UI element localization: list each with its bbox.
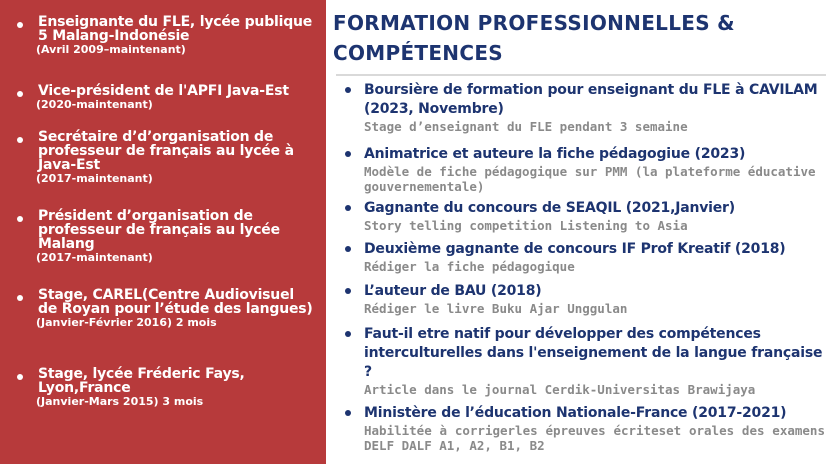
formation-item <box>345 325 825 397</box>
experience-title: Secrétaire d’d’organisation de professeur de français au lycée à Java-Est <box>38 129 294 173</box>
section-title: FORMATION PROFESSIONNELLES & COMPÉTENCES <box>333 11 735 65</box>
experience-period: (2020-maintenant) <box>36 98 153 111</box>
experience-period: (Janvier-Mars 2015) 3 mois <box>36 395 204 408</box>
experience-period: (2017-maintenant) <box>36 251 153 264</box>
bullet-icon <box>17 137 23 143</box>
formation-detail: Story telling competition Listening to Asia <box>364 218 688 233</box>
experience-period: (Avril 2009–maintenant) <box>36 43 186 56</box>
formation-detail: Article dans le journal Cerdik-Universitas Brawijaya <box>364 382 756 397</box>
formation-title: Ministère de l’éducation Nationale-France (2017-2021) <box>364 405 787 421</box>
formation-item <box>345 81 825 134</box>
formation-title: Animatrice et auteure la fiche pédagogiue (2023) <box>364 146 746 162</box>
experience-title: Vice-président de l'APFI Java-Est <box>38 83 289 99</box>
formation-detail: Modèle de fiche pédagogique sur PMM (la plateforme éducative gouvernementale) <box>364 164 816 194</box>
formation-detail: Rédiger le livre Buku Ajar Unggulan <box>364 301 628 316</box>
bullet-icon <box>345 246 351 252</box>
experience-item <box>17 209 317 265</box>
formation-title: L’auteur de BAU (2018) <box>364 283 542 299</box>
experience-item <box>17 15 317 57</box>
formation-item <box>345 199 825 233</box>
bullet-icon <box>345 410 351 416</box>
bullet-icon <box>17 374 23 380</box>
bullet-icon <box>345 288 351 294</box>
bullet-icon <box>17 295 23 301</box>
formation-panel <box>326 0 836 464</box>
divider <box>336 74 826 76</box>
experience-title: Président d’organisation de professeur de français au lycée Malang <box>38 208 280 252</box>
experience-title: Stage, lycée Fréderic Fays, Lyon,France <box>38 366 245 396</box>
experience-title: Enseignante du FLE, lycée publique 5 Malang-Indonésie <box>38 14 313 44</box>
bullet-icon <box>17 22 23 28</box>
experience-item <box>17 84 317 112</box>
experience-panel <box>0 0 326 464</box>
formation-title: Deuxième gagnante de concours IF Prof Kreatif (2018) <box>364 241 786 257</box>
formation-item <box>345 404 825 453</box>
bullet-icon <box>345 87 351 93</box>
experience-title: Stage, CAREL(Centre Audiovisuel de Royan pour l’étude des langues) <box>38 287 313 317</box>
experience-period: (Janvier-Février 2016) 2 mois <box>36 316 217 329</box>
formation-item <box>345 282 825 316</box>
bullet-icon <box>345 151 351 157</box>
formation-detail: Habilitée à corrigerles épreuves écriteset orales des examens DELF DALF A1, A2, B1, B2 <box>364 423 825 453</box>
experience-item <box>17 367 317 409</box>
bullet-icon <box>17 216 23 222</box>
experience-item <box>17 288 317 330</box>
experience-period: (2017-maintenant) <box>36 172 153 185</box>
formation-detail: Rédiger la fiche pédagogique <box>364 259 575 274</box>
experience-item <box>17 130 317 186</box>
bullet-icon <box>17 91 23 97</box>
formation-title: Gagnante du concours de SEAQIL (2021,Janvier) <box>364 200 735 216</box>
formation-title: Boursière de formation pour enseignant du FLE à CAVILAM (2023, Novembre) <box>364 82 818 117</box>
bullet-icon <box>345 205 351 211</box>
formation-item <box>345 240 825 274</box>
formation-item <box>345 145 825 194</box>
bullet-icon <box>345 331 351 337</box>
formation-title: Faut-il etre natif pour développer des compétences interculturelles dans l'enseignement de la langue française ? <box>364 326 823 380</box>
formation-detail: Stage d’enseignant du FLE pendant 3 semaine <box>364 119 688 134</box>
